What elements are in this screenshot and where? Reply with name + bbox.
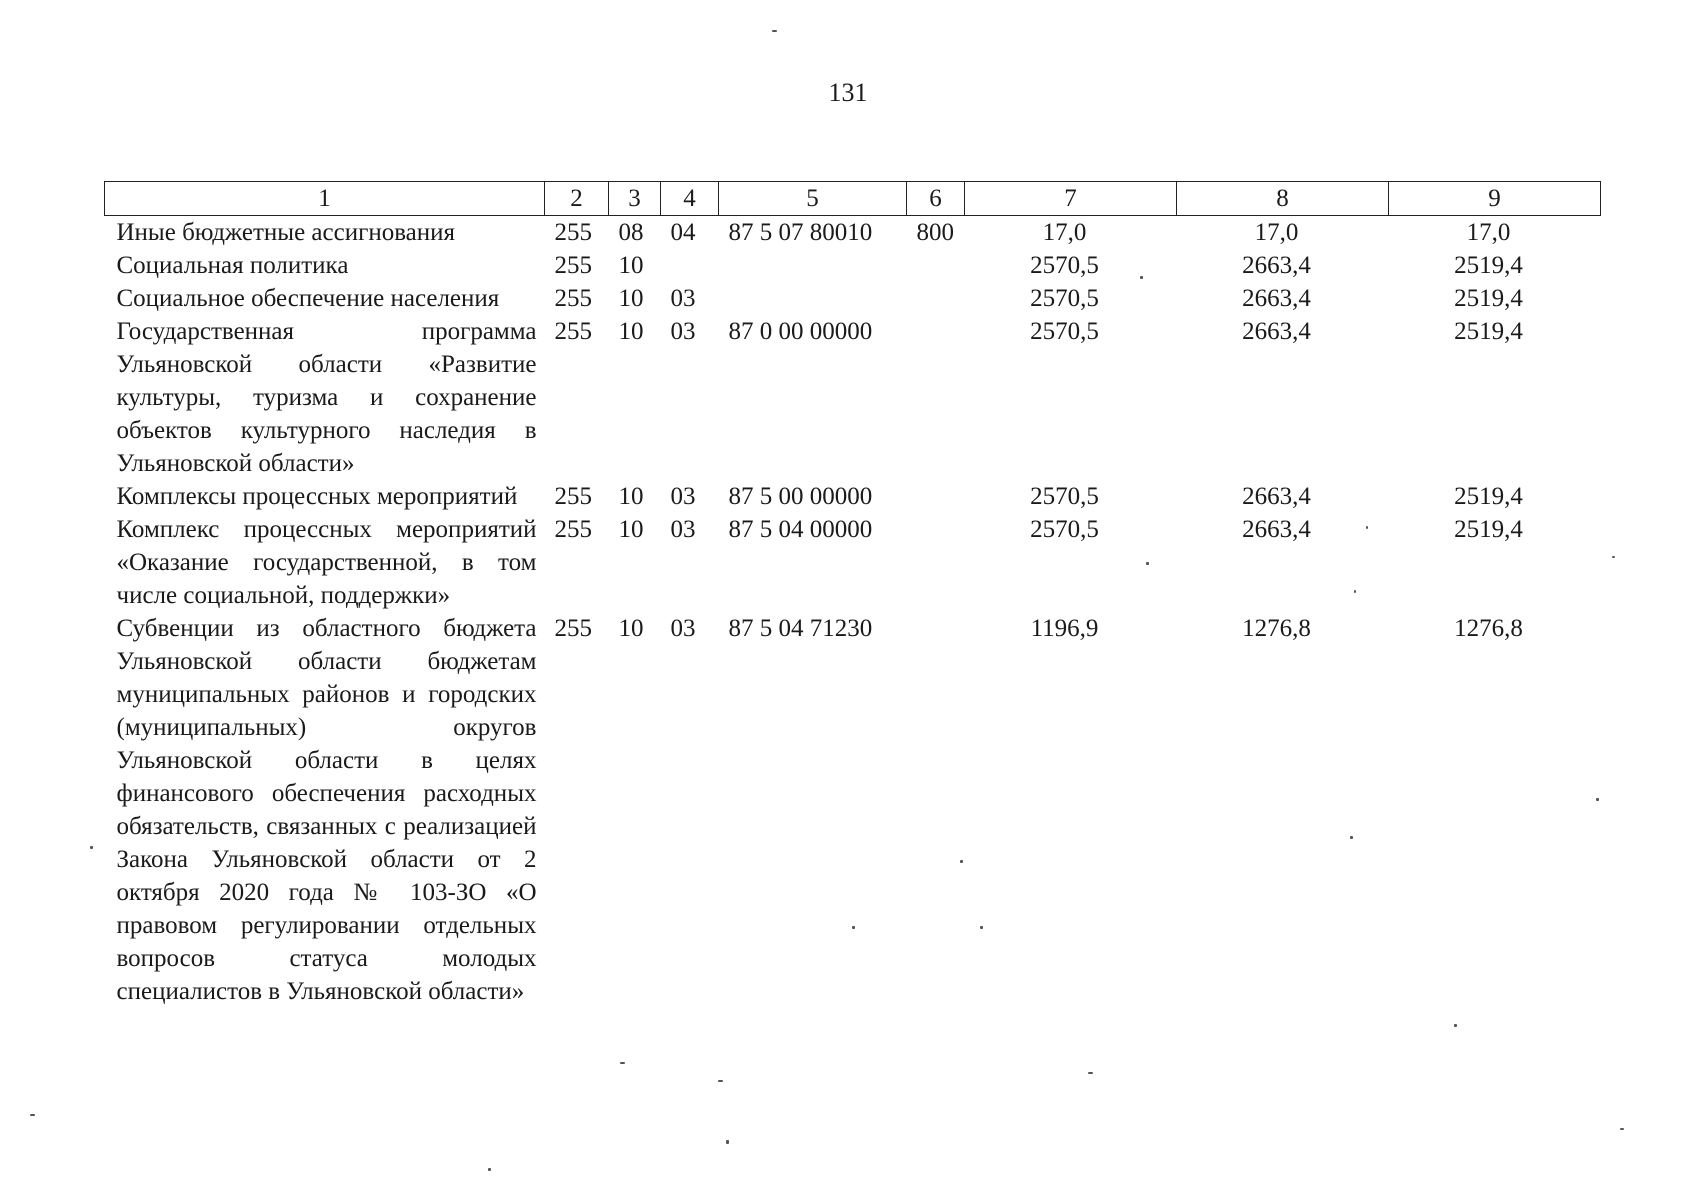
cell-col7: 17,0 (1042, 219, 1087, 246)
scan-speck (1596, 798, 1599, 801)
cell-col6 (907, 249, 965, 282)
cell-col8: 17,0 (1254, 219, 1299, 246)
cell-col2: 255 (554, 219, 592, 246)
row-name: Комплекс процессных мероприятий «Оказание государственной, в том числе социальной, поддержки» (116, 516, 537, 609)
cell-col9: 2519,4 (1454, 516, 1523, 543)
cell-col3: 10 (618, 318, 644, 345)
cell-col4 (661, 249, 719, 282)
page-number: 131 (828, 78, 868, 107)
cell-col7: 2570,5 (1030, 318, 1099, 345)
scan-speck (90, 846, 93, 849)
cell-col8: 2663,4 (1242, 516, 1311, 543)
cell-col9: 2519,4 (1454, 483, 1523, 510)
cell-col2: 255 (554, 615, 592, 642)
scan-speck (1612, 556, 1615, 558)
cell-col4: 03 (670, 285, 696, 312)
column-header: 4 (661, 182, 719, 216)
cell-col6 (907, 513, 965, 612)
cell-col7: 2570,5 (1030, 483, 1099, 510)
scan-speck (1350, 836, 1353, 839)
column-header: 1 (105, 182, 545, 216)
scan-speck (620, 1062, 625, 1064)
cell-col3: 10 (618, 516, 644, 543)
scan-speck (726, 1140, 729, 1144)
scan-speck (1366, 526, 1368, 529)
scan-speck (1620, 1128, 1624, 1130)
cell-col6 (907, 315, 965, 480)
cell-col7: 2570,5 (1030, 252, 1099, 279)
cell-col8: 2663,4 (1242, 252, 1311, 279)
scan-speck (718, 1080, 723, 1082)
cell-col9: 2519,4 (1454, 285, 1523, 312)
cell-col8: 2663,4 (1242, 483, 1311, 510)
cell-col4: 03 (670, 318, 696, 345)
table-row (105, 480, 1601, 513)
cell-col8: 2663,4 (1242, 285, 1311, 312)
scan-speck (772, 30, 777, 32)
column-header: 5 (719, 182, 907, 216)
row-name: Социальное обеспечение населения (116, 285, 500, 312)
budget-table (104, 181, 1601, 1008)
table-header-row (105, 182, 1601, 216)
cell-col9: 2519,4 (1454, 318, 1523, 345)
cell-col3: 10 (618, 252, 644, 279)
row-name: Иные бюджетные ассигнования (116, 219, 456, 246)
column-header: 9 (1389, 182, 1601, 216)
scan-speck (980, 926, 983, 929)
cell-col2: 255 (554, 483, 592, 510)
cell-col6 (907, 612, 965, 1008)
column-header: 8 (1177, 182, 1389, 216)
cell-col3: 08 (618, 219, 644, 246)
scan-speck (960, 860, 963, 863)
cell-col3: 10 (618, 483, 644, 510)
scan-speck (1088, 1072, 1093, 1074)
cell-col5: 87 5 07 80010 (728, 219, 873, 246)
cell-col7: 2570,5 (1030, 516, 1099, 543)
table-row (105, 282, 1601, 315)
cell-col6: 800 (916, 219, 954, 246)
cell-col8: 1276,8 (1242, 615, 1311, 642)
scan-speck (1454, 1024, 1457, 1027)
cell-col3: 10 (618, 615, 644, 642)
row-name: Субвенции из областного бюджета Ульяновской области бюджетам муниципальных районов и городских (муниципальных) округов Ульяновской области в целях финансового обеспечения расходных обязательств, связанных с реализацией Закона Ульяновской области от 2 октября 2020 года № 103-ЗО «О правовом регулировании отдельных вопросов статуса молодых специалистов в Ульяновской области» (116, 615, 537, 1005)
column-header: 2 (545, 182, 609, 216)
cell-col5: 87 5 00 00000 (728, 483, 873, 510)
cell-col7: 2570,5 (1030, 285, 1099, 312)
row-name: Государственная программа Ульяновской области «Развитие культуры, туризма и сохранение объектов культурного наследия в Ульяновской области» (116, 318, 537, 477)
cell-col2: 255 (554, 252, 592, 279)
row-name: Комплексы процессных мероприятий (116, 483, 518, 510)
cell-col5 (719, 282, 907, 315)
cell-col9: 2519,4 (1454, 252, 1523, 279)
table-row (105, 612, 1601, 1008)
scan-speck (852, 926, 855, 929)
cell-col2: 255 (554, 285, 592, 312)
cell-col6 (907, 282, 965, 315)
column-header: 7 (965, 182, 1177, 216)
table-row (105, 315, 1601, 480)
cell-col4: 03 (670, 516, 696, 543)
scan-speck (1354, 590, 1356, 593)
table-row (105, 249, 1601, 282)
row-name: Социальная политика (116, 252, 349, 279)
cell-col4: 04 (670, 219, 696, 246)
table-row (105, 513, 1601, 612)
cell-col3: 10 (618, 285, 644, 312)
scan-speck (488, 1168, 491, 1171)
column-header: 6 (907, 182, 965, 216)
cell-col9: 1276,8 (1454, 615, 1523, 642)
scan-speck (1140, 276, 1143, 279)
cell-col2: 255 (554, 318, 592, 345)
cell-col5: 87 5 04 71230 (728, 615, 873, 642)
cell-col2: 255 (554, 516, 592, 543)
table-row (105, 216, 1601, 250)
cell-col4: 03 (670, 483, 696, 510)
column-header: 3 (609, 182, 661, 216)
scan-speck (1146, 562, 1149, 565)
cell-col9: 17,0 (1466, 219, 1511, 246)
cell-col6 (907, 480, 965, 513)
cell-col4: 03 (670, 615, 696, 642)
cell-col5 (719, 249, 907, 282)
budget-table-container (104, 181, 1600, 1008)
cell-col8: 2663,4 (1242, 318, 1311, 345)
cell-col7: 1196,9 (1030, 615, 1099, 642)
scan-speck (30, 1114, 35, 1116)
cell-col5: 87 5 04 00000 (728, 516, 873, 543)
cell-col5: 87 0 00 00000 (728, 318, 873, 345)
